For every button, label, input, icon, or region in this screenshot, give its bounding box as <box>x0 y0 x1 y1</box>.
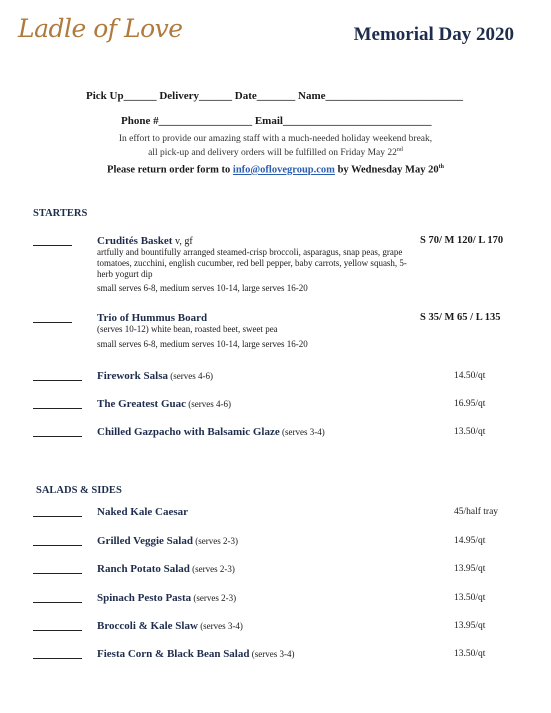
item-price: 14.50/qt <box>454 371 486 381</box>
holiday-note-line-1: In effort to provide our amazing staff with a much-needed holiday weekend break, <box>118 134 433 144</box>
quantity-blank[interactable] <box>33 602 82 603</box>
item-name: Fiesta Corn & Black Bean Salad (serves 3-4) <box>97 648 295 660</box>
item-price: 13.95/qt <box>454 621 486 631</box>
item-name: Chilled Gazpacho with Balsamic Glaze (serves 3-4) <box>97 426 325 438</box>
item-price: 13.95/qt <box>454 564 486 574</box>
quantity-blank[interactable] <box>33 380 82 381</box>
section-heading-starters: STARTERS <box>33 208 88 219</box>
quantity-blank[interactable] <box>33 322 72 323</box>
email-link[interactable]: info@oflovegroup.com <box>232 164 335 176</box>
item-name: Ranch Potato Salad (serves 2-3) <box>97 563 235 575</box>
item-sizes: small serves 6-8, medium serves 10-14, large serves 16-20 <box>97 283 308 293</box>
quantity-blank[interactable] <box>33 436 82 437</box>
return-instructions: Please return order form to info@oflovegroup.com by Wednesday May 20th <box>107 164 444 176</box>
item-name: Naked Kale Caesar <box>97 506 189 518</box>
item-price: 16.95/qt <box>454 399 486 409</box>
item-name: Spinach Pesto Pasta (serves 2-3) <box>97 592 237 604</box>
item-price: S 70/ M 120/ L 170 <box>420 235 504 246</box>
quantity-blank[interactable] <box>33 658 82 659</box>
item-name: Broccoli & Kale Slaw (serves 3-4) <box>97 620 243 632</box>
item-price: 13.50/qt <box>454 427 486 437</box>
item-description: (serves 10-12) white bean, roasted beet, sweet pea <box>97 324 278 334</box>
quantity-blank[interactable] <box>33 408 82 409</box>
quantity-blank[interactable] <box>33 573 82 574</box>
item-sizes: small serves 6-8, medium serves 10-14, large serves 16-20 <box>97 339 308 349</box>
item-price: S 35/ M 65 / L 135 <box>420 312 501 323</box>
item-description: artfully and bountifully arranged steamed-crisp broccoli, asparagus, snap peas, grape tomatoes, zucchini, english cucumber, red bell pepper, baby carrots, yellow squash, 5-herb yogurt dip <box>97 247 407 279</box>
item-name: Firework Salsa (serves 4-6) <box>97 370 213 382</box>
quantity-blank[interactable] <box>33 245 72 246</box>
section-heading-salads: SALADS & SIDES <box>36 485 122 496</box>
quantity-blank[interactable] <box>33 545 82 546</box>
item-price: 13.50/qt <box>454 649 486 659</box>
item-price: 13.50/qt <box>454 593 486 603</box>
item-name-crudites: Crudités Basket v, gf <box>97 235 193 247</box>
quantity-blank[interactable] <box>33 516 82 517</box>
item-name: The Greatest Guac (serves 4-6) <box>97 398 231 410</box>
holiday-note-line-2: all pick-up and delivery orders will be fulfilled on Friday May 22nd <box>148 147 403 159</box>
item-name-hummus: Trio of Hummus Board <box>97 312 208 324</box>
quantity-blank[interactable] <box>33 630 82 631</box>
order-fields-line-1: Pick Up______ Delivery______ Date_______ Name_________________________ <box>86 90 464 102</box>
item-price: 45/half tray <box>454 507 499 517</box>
item-price: 14.95/qt <box>454 536 486 546</box>
item-name: Grilled Veggie Salad (serves 2-3) <box>97 535 238 547</box>
order-fields-line-2: Phone #_________________ Email___________________________ <box>121 115 432 127</box>
brand-logo: Ladle of Love <box>18 14 183 43</box>
page-title: Memorial Day 2020 <box>353 24 514 45</box>
